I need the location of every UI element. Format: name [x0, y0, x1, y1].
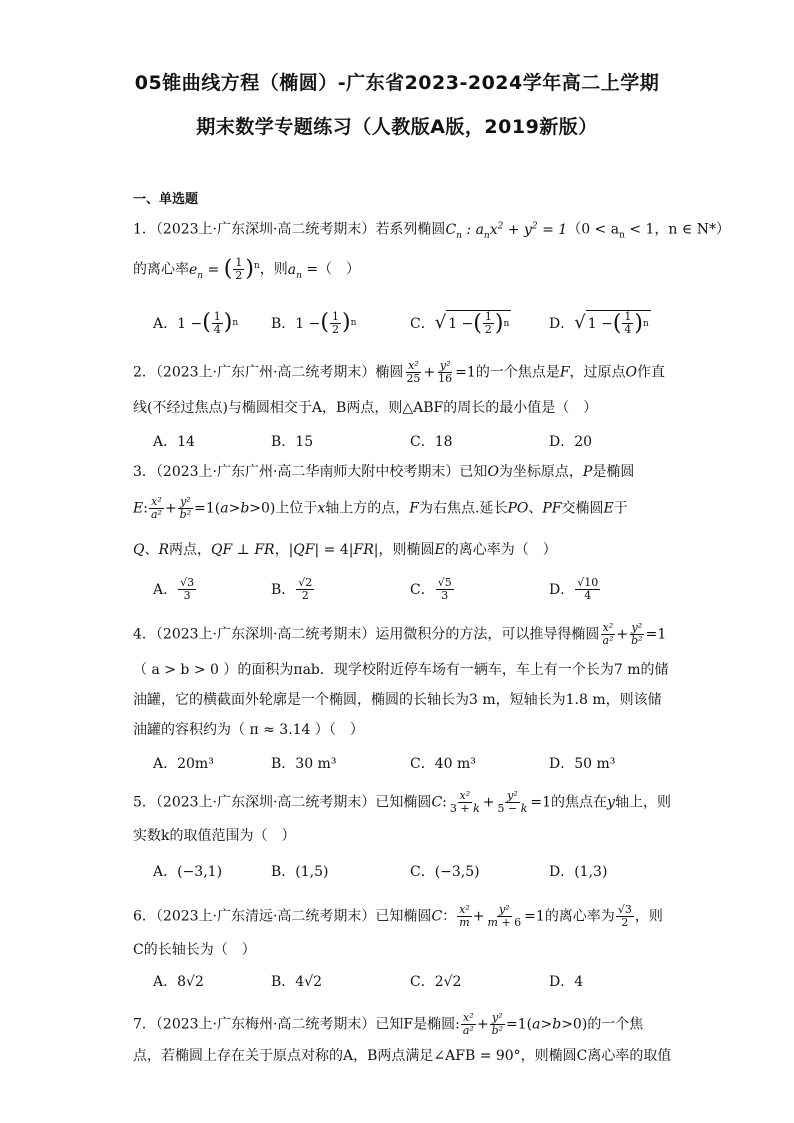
option-b[interactable]: B． $\frac{√2}{2}$ — [271, 575, 313, 602]
question-1-options — [153, 308, 673, 338]
option-c[interactable]: C．(−3,5) — [410, 864, 480, 880]
question-4-line-2: （ a > b > 0 ）的面积为πab．现学校附近停车场有一辆车，车上有一个长为7 m的储 — [133, 662, 669, 678]
option-d[interactable]: D．50 m³ — [549, 756, 616, 772]
question-1-line-2: 的离心率$e_n$ = ( $\frac{1}{2}$ )$^n$，则$a_n$ =（ ） — [133, 256, 361, 283]
document-title-line-1: 05锥曲线方程（椭圆）-广东省2023-2024学年高二上学期 — [134, 72, 660, 94]
section-heading: 一、单选题 — [133, 192, 199, 207]
question-4-line-3: 油罐，它的横截面外轮廓是一个椭圆，椭圆的长轴长为3 m，短轴长为1.8 m，则该储 — [133, 692, 662, 708]
question-6-options — [153, 966, 673, 996]
option-d[interactable]: D．(1,3) — [549, 864, 608, 880]
option-c[interactable]: C．2√2 — [410, 974, 462, 990]
question-2-options — [153, 426, 673, 456]
option-a[interactable]: A．(−3,1) — [153, 864, 223, 880]
option-c[interactable]: C． √ 1 − ( $\frac{1}{2}$ ) n — [410, 310, 510, 336]
question-5-options — [153, 856, 673, 886]
question-3-options — [153, 574, 673, 604]
question-1-line-1: 1．（2023上·广东深圳·高二统考期末）若系列椭圆$C_n$ : $a_nx^2 + y^2 = 1(0 < a_n < 1$，n ∈ N*） — [133, 221, 730, 241]
question-5-line-1: 5．（2023上·广东深圳·高二统考期末）已知椭圆C: $\frac{\text{x²}}{3 + k}$ + $\frac{\text{y²}}{5 - k}$ =1的焦点在y轴上，则 — [133, 789, 671, 815]
option-c[interactable]: C．40 m³ — [410, 756, 476, 772]
question-5-line-2: 实数k的取值范围为（ ） — [133, 828, 296, 844]
option-b[interactable]: B．15 — [271, 434, 314, 450]
option-a[interactable]: A．14 — [153, 434, 195, 450]
option-d[interactable]: D．4 — [549, 974, 584, 990]
question-3-line-3: Q、R两点，QF ⊥ FR，|QF| = 4|FR|，则椭圆E的离心率为（ ） — [133, 542, 557, 558]
option-a[interactable]: A．8√2 — [153, 974, 204, 990]
option-a[interactable]: A． $\frac{√3}{3}$ — [153, 575, 195, 602]
question-2-line-2: 线(不经过焦点)与椭圆相交于A，B两点，则△ABF的周长的最小值是（ ） — [133, 400, 598, 416]
option-c[interactable]: C．18 — [410, 434, 453, 450]
option-d[interactable]: D．20 — [549, 434, 593, 450]
document-title-line-2: 期末数学专题练习（人教版A版，2019新版） — [196, 116, 598, 138]
option-b[interactable]: B．1 − ( $\frac{1}{2}$ ) n — [271, 309, 357, 336]
question-3-line-2: E: $\frac{\text{x²}}{\text{a²}}$ + $\frac{\text{y²}}{\text{b²}}$ =1(a>b>0)上位于x轴上方的点，F为右焦点.延长PO、PF交椭圆E于 — [133, 495, 628, 521]
option-b[interactable]: B．4√2 — [271, 974, 323, 990]
question-2-line-1: 2．（2023上·广东广州·高二统考期末）椭圆 $\frac{\text{x²}}{25}$ + $\frac{\text{y²}}{16}$ =1的一个焦点是F，过原点O作直 — [133, 359, 666, 385]
question-4-options — [153, 748, 673, 778]
question-4-line-1: 4．（2023上·广东深圳·高二统考期末）运用微积分的方法，可以推导得椭圆 $\frac{\text{x²}}{\text{a²}}$ + $\frac{\text{y²}}{\text{b²}}$ =1 — [133, 621, 667, 647]
question-7-line-1: 7．（2023上·广东梅州·高二统考期末）已知F是椭圆: $\frac{\text{x²}}{\text{a²}}$ + $\frac{\text{y²}}{\text{b²}}$ =1(a>b>0)的一个焦 — [133, 1011, 644, 1037]
option-a[interactable]: A．1 − ( $\frac{1}{4}$ ) n — [153, 309, 239, 336]
question-6-line-1: 6．（2023上·广东清远·高二统考期末）已知椭圆C： $\frac{\text{x²}}{m}$ + $\frac{\text{y²}}{m + 6}$ =1的离心率为 $\frac{√3}{2}$ ，则 — [133, 903, 663, 929]
option-a[interactable]: A．20m³ — [153, 756, 214, 772]
question-4-line-4: 油罐的容积约为（ π ≈ 3.14 ）（ ） — [133, 722, 364, 738]
option-d[interactable]: D． √ 1 − ( $\frac{1}{4}$ ) n — [549, 310, 649, 336]
option-d[interactable]: D． $\frac{√10}{4}$ — [549, 575, 599, 602]
question-6-line-2: C的长轴长为（ ） — [133, 942, 256, 958]
question-7-line-2: 点，若椭圆上存在关于原点对称的A，B两点满足∠AFB = 90°，则椭圆C离心率的取值 — [133, 1048, 672, 1064]
option-b[interactable]: B．(1,5) — [271, 864, 329, 880]
option-b[interactable]: B．30 m³ — [271, 756, 337, 772]
option-c[interactable]: C． $\frac{√5}{3}$ — [410, 575, 452, 602]
question-3-line-1: 3．（2023上·广东广州·高二华南师大附中校考期末）已知O为坐标原点，P是椭圆 — [133, 464, 635, 480]
